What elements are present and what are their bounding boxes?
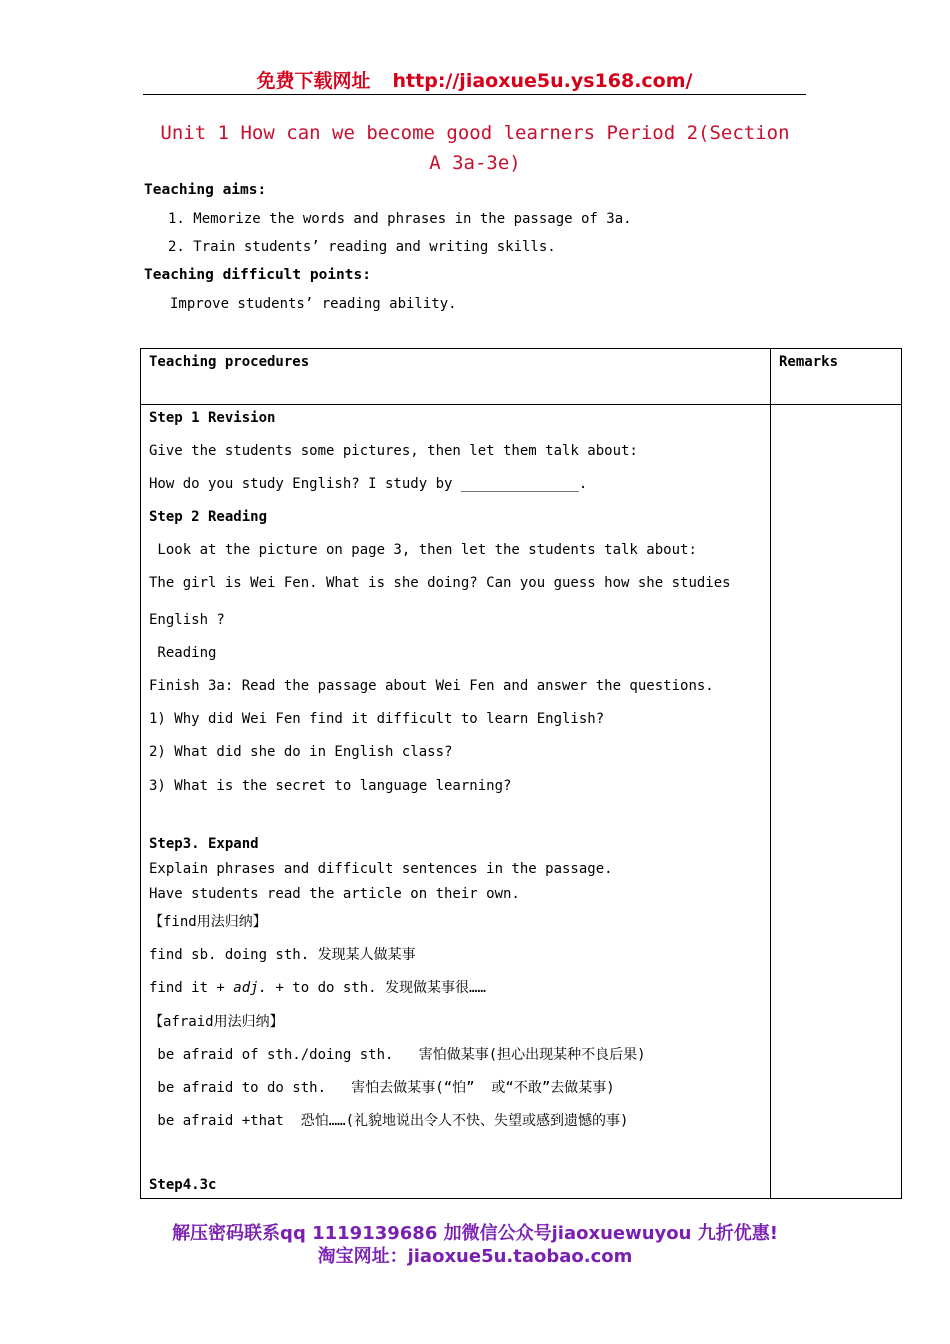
- footer-taobao-link[interactable]: 淘宝网址：jiaoxue5u.taobao.com: [317, 1246, 633, 1267]
- procedures-table: [140, 348, 902, 1199]
- difficult-points-text: Improve students’ reading ability.: [170, 296, 457, 312]
- procedure-line: Give the students some pictures, then let them talk about:: [149, 443, 638, 459]
- find-usage-heading: 【find用法归纳】: [149, 914, 267, 930]
- procedures-header: Teaching procedures: [149, 354, 310, 370]
- teaching-aims-label: Teaching aims:: [144, 182, 267, 198]
- usage-line-part: find it +: [149, 980, 234, 996]
- step4-heading: Step4.3c: [149, 1177, 217, 1193]
- procedures-header-cell: [141, 349, 771, 405]
- procedure-line: Finish 3a: Read the passage about Wei Fen and answer the questions.: [149, 678, 714, 694]
- difficult-points-label: Teaching difficult points:: [144, 267, 371, 283]
- step1-heading: Step 1 Revision: [149, 410, 276, 426]
- question-2: 2) What did she do in English class?: [149, 744, 453, 760]
- remarks-header: Remarks: [779, 354, 839, 370]
- lesson-title: Unit 1 How can we become good learners Period 2(Section A 3a-3e): [160, 122, 790, 174]
- footer-contact: 解压密码联系qq 1119139686 加微信公众号jiaoxuewuyou 九折优惠!: [172, 1223, 778, 1244]
- page-header: [143, 66, 806, 93]
- question-3: 3) What is the secret to language learning?: [149, 778, 512, 794]
- aim-item-1: 1. Memorize the words and phrases in the passage of 3a.: [168, 211, 632, 227]
- usage-line-adj: adj.: [233, 980, 268, 996]
- header-divider: [143, 94, 806, 95]
- table-body-row: [141, 405, 902, 1199]
- usage-line: be afraid to do sth. 害怕去做某事(“怕” 或“不敢”去做某事): [149, 1080, 615, 1096]
- usage-line: be afraid of sth./doing sth. 害怕做某事(担心出现某种不良后果): [149, 1047, 646, 1063]
- procedure-line: Reading: [149, 645, 217, 661]
- aim-item-2: 2. Train students’ reading and writing skills.: [168, 239, 556, 255]
- usage-line: find sb. doing sth. 发现某人做某事: [149, 947, 416, 963]
- procedure-line: Have students read the article on their own.: [149, 886, 520, 902]
- remarks-content-cell: [771, 405, 902, 1199]
- afraid-usage-heading: 【afraid用法归纳】: [149, 1014, 284, 1030]
- table-header-row: [141, 349, 902, 405]
- header-prefix: 免费下载网址: [256, 70, 371, 92]
- procedures-content-cell: [141, 405, 771, 1199]
- usage-line-part: + to do sth. 发现做某事很……: [267, 980, 486, 996]
- procedure-line: The girl is Wei Fen. What is she doing? Can you guess how she studies: [149, 575, 731, 591]
- remarks-header-cell: [771, 349, 902, 405]
- usage-line: [149, 977, 486, 997]
- step2-heading: Step 2 Reading: [149, 509, 268, 525]
- procedure-line: Look at the picture on page 3, then let the students talk about:: [149, 542, 697, 558]
- procedure-line: English ?: [149, 612, 225, 628]
- procedure-line: How do you study English? I study by ______________.: [149, 476, 588, 492]
- header-url-link[interactable]: http://jiaoxue5u.ys168.com/: [392, 70, 693, 92]
- procedure-line: Explain phrases and difficult sentences in the passage.: [149, 861, 613, 877]
- usage-line: be afraid +that 恐怕……(礼貌地说出令人不快、失望或感到遗憾的事): [149, 1113, 629, 1129]
- question-1: 1) Why did Wei Fen find it difficult to learn English?: [149, 711, 605, 727]
- step3-heading: Step3. Expand: [149, 836, 259, 852]
